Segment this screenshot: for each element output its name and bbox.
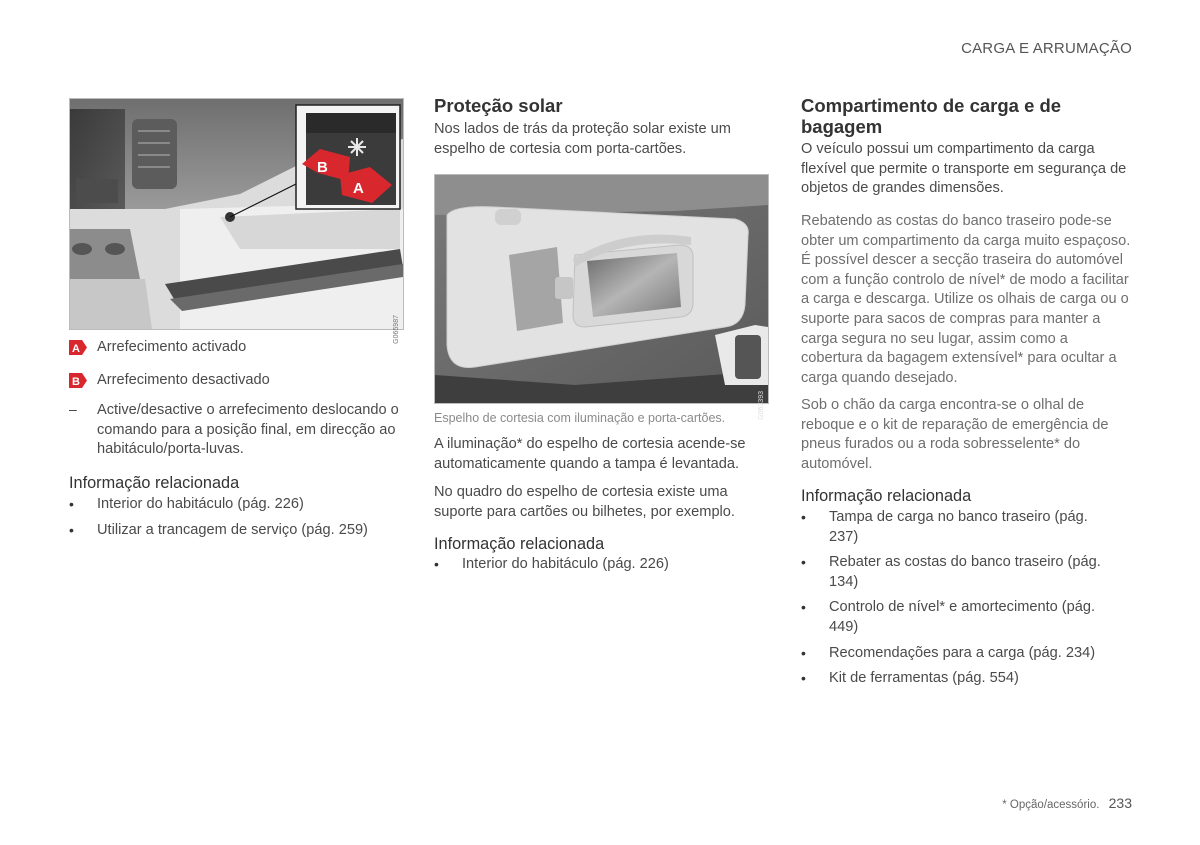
glovebox-figure bbox=[69, 98, 404, 344]
page-number: 233 bbox=[1108, 795, 1132, 811]
cargo-intro: O veículo possui um compartimento da carga flexível que permite o transporte em segurança de objetos de grandes dimensões. bbox=[801, 141, 1127, 197]
badge-b-icon bbox=[69, 373, 87, 388]
related-link[interactable]: • Tampa de carga no banco traseiro (pág. 237) bbox=[801, 508, 1119, 547]
related-list bbox=[434, 555, 768, 575]
footer-note-row bbox=[932, 795, 1132, 811]
svg-text:B: B bbox=[72, 376, 80, 388]
related-heading: Informação relacionada bbox=[69, 474, 240, 492]
svg-text:A: A bbox=[353, 180, 364, 197]
related-link[interactable]: • Interior do habitáculo (pág. 226) bbox=[434, 555, 768, 575]
cargo-para-1: Rebatendo as costas do banco traseiro pode-se obter um compartimento da carga muito espaçoso. É possível descer a secção traseira do automóvel com a função controlo de nível* de modo a facilitar a carga e descarga. Utilize os olhais de carga ou o suporte para sacos de compras para manter a carga segura no seu lugar, assim como a cobertura da bagagem extensível* para ocultar a carga quando desejado. bbox=[801, 213, 1131, 386]
related-link[interactable]: • Controlo de nível* e amortecimento (pág. 449) bbox=[801, 598, 1119, 637]
footer-note: * Opção/acessório. bbox=[1002, 799, 1100, 811]
sunvisor-para-1: A iluminação* do espelho de cortesia acende-se automaticamente quando a tampa é levantada. bbox=[434, 436, 746, 472]
legend-item-a bbox=[69, 338, 404, 358]
legend bbox=[69, 338, 404, 460]
related-heading: Informação relacionada bbox=[434, 535, 605, 553]
dash-note-text: Active/desactive o arrefecimento deslocando o comando para a posição final, em direcção ao habitáculo/porta-luvas. bbox=[97, 402, 399, 458]
figure-caption: Espelho de cortesia com iluminação e porta-cartões. bbox=[434, 411, 726, 425]
sunvisor-para-2: No quadro do espelho de cortesia existe uma suporte para cartões ou bilhetes, por exemplo. bbox=[434, 484, 735, 520]
sunvisor-heading: Proteção solar bbox=[434, 95, 563, 116]
sunvisor-illustration bbox=[435, 175, 768, 403]
related-link[interactable]: • Kit de ferramentas (pág. 554) bbox=[801, 669, 1119, 689]
glovebox-illustration bbox=[70, 99, 403, 329]
related-link[interactable]: • Recomendações para a carga (pág. 234) bbox=[801, 644, 1119, 664]
dash-symbol: – bbox=[69, 401, 77, 417]
svg-text:B: B bbox=[317, 159, 328, 176]
cargo-para-2: Sob o chão da carga encontra-se o olhal de reboque e o kit de reparação de emergência de pneus furados ou a roda sobresselente* do automóvel. bbox=[801, 397, 1109, 472]
related-link[interactable]: • Utilizar a trancagem de serviço (pág. 259) bbox=[69, 521, 404, 541]
cargo-heading: Compartimento de carga e de bagagem bbox=[801, 95, 1062, 137]
related-list bbox=[801, 508, 1119, 689]
svg-text:A: A bbox=[72, 343, 80, 355]
dash-note bbox=[69, 401, 404, 460]
legend-text: Arrefecimento activado bbox=[97, 339, 247, 355]
badge-a-icon bbox=[69, 340, 87, 355]
related-link[interactable]: • Interior do habitáculo (pág. 226) bbox=[69, 495, 404, 515]
related-link[interactable]: • Rebater as costas do banco traseiro (pág. 134) bbox=[801, 553, 1119, 592]
legend-text: Arrefecimento desactivado bbox=[97, 372, 270, 388]
related-heading: Informação relacionada bbox=[801, 487, 972, 505]
section-title: CARGA E ARRUMAÇÃO bbox=[961, 40, 1132, 57]
sunvisor-intro: Nos lados de trás da proteção solar existe um espelho de cortesia com porta-cartões. bbox=[434, 121, 731, 157]
figure-code: G065987 bbox=[393, 315, 400, 344]
figure-code: G063393 bbox=[758, 391, 765, 420]
legend-item-b bbox=[69, 371, 404, 391]
related-list bbox=[69, 495, 404, 540]
